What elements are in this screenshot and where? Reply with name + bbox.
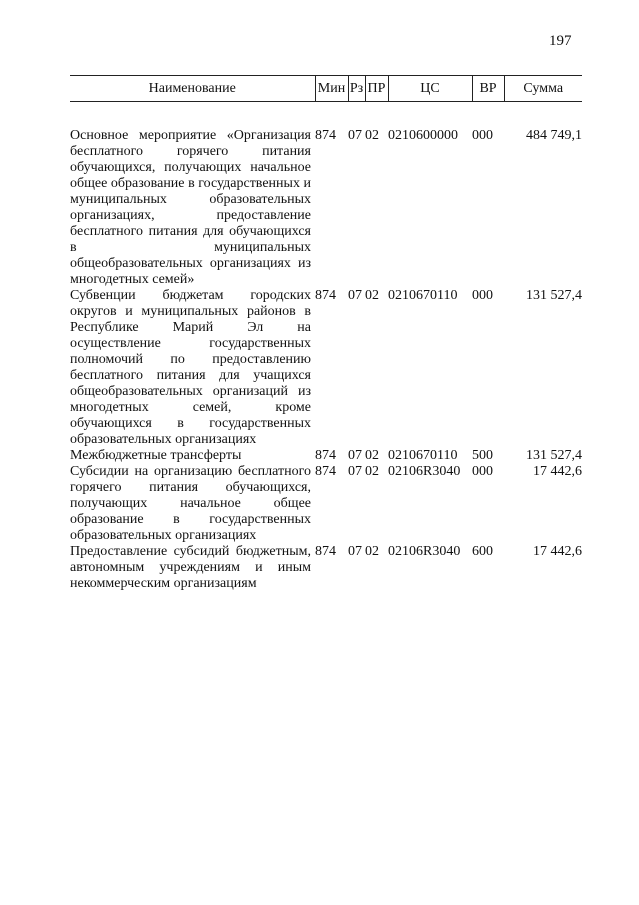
row-cs: 0210600000: [388, 128, 458, 143]
row-pr: 02: [365, 464, 379, 479]
row-pr: 02: [365, 128, 379, 143]
row-pr: 02: [365, 288, 379, 303]
row-name: Предоставление субсидий бюджетным, автономным учреждениям и иным некоммерческим организациям: [70, 544, 311, 591]
row-sum: 17 442,6: [533, 544, 582, 559]
row-vr: 000: [472, 288, 493, 303]
row-min: 874: [315, 544, 336, 559]
row-name: Субсидии на организацию бесплатного горячего питания обучающихся, получающих начальное общее образование в государственных образовательных организациях: [70, 464, 311, 543]
row-sum: 131 527,4: [526, 448, 582, 463]
row-cs: 02106R3040: [388, 544, 461, 559]
row-vr: 000: [472, 128, 493, 143]
row-vr: 600: [472, 544, 493, 559]
header-rz: Рз: [348, 76, 365, 102]
row-name: Основное мероприятие «Организация бесплатного горячего питания обучающихся, получающих начальное общее образование в государственных и муниципальных образовательных организациях, предоставление бесплатного питания для обучающихся в муниципальных общеобразовательных организациях из многодетных семей»: [70, 128, 311, 287]
row-cs: 0210670110: [388, 448, 458, 463]
table-row: [70, 288, 582, 448]
row-rz: 07: [348, 464, 362, 479]
row-pr: 02: [365, 448, 379, 463]
row-rz: 07: [348, 544, 362, 559]
row-rz: 07: [348, 448, 362, 463]
row-min: 874: [315, 448, 336, 463]
row-vr: 000: [472, 464, 493, 479]
header-min: Мин: [315, 76, 348, 102]
row-sum: 17 442,6: [533, 464, 582, 479]
row-min: 874: [315, 464, 336, 479]
row-rz: 07: [348, 288, 362, 303]
table-row: [70, 448, 582, 464]
row-vr: 500: [472, 448, 493, 463]
header-vr: ВР: [472, 76, 504, 102]
row-cs: 02106R3040: [388, 464, 461, 479]
page-number: 197: [549, 33, 572, 49]
row-pr: 02: [365, 544, 379, 559]
header-pr: ПР: [365, 76, 388, 102]
row-sum: 131 527,4: [526, 288, 582, 303]
header-name: Наименование: [70, 76, 315, 102]
row-min: 874: [315, 288, 336, 303]
row-min: 874: [315, 128, 336, 143]
table-row: [70, 464, 582, 544]
row-cs: 0210670110: [388, 288, 458, 303]
row-rz: 07: [348, 128, 362, 143]
budget-table: [70, 75, 582, 592]
header-cs: ЦС: [388, 76, 472, 102]
table-row: [70, 128, 582, 288]
table-header-row: [70, 76, 582, 102]
table-row: [70, 544, 582, 592]
header-sum: Сумма: [504, 76, 582, 102]
row-sum: 484 749,1: [526, 128, 582, 143]
row-name: Межбюджетные трансферты: [70, 448, 242, 463]
row-name: Субвенции бюджетам городских округов и муниципальных районов в Республике Марий Эл на осуществление государственных полномочий по предоставлению бесплатного питания для учащихся общеобразовательных организаций из многодетных семей, кроме обучающихся в государственных образовательных организациях: [70, 288, 311, 447]
